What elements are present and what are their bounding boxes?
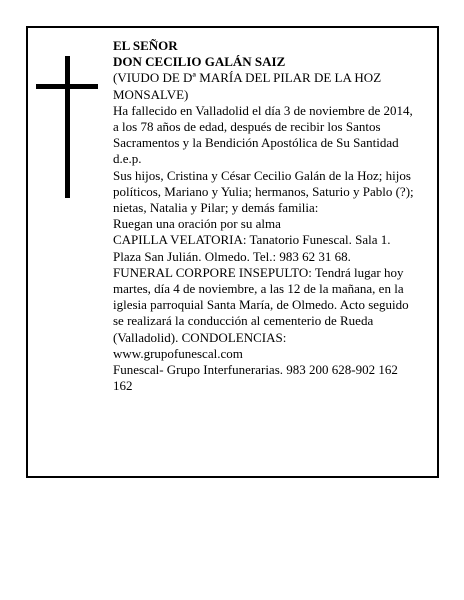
widower-note: (VIUDO DE Dª MARÍA DEL PILAR DE LA HOZ MONSALVE) <box>113 70 382 102</box>
deceased-name: DON CECILIO GALÁN SAIZ <box>113 54 286 70</box>
prayer-request: Ruegan una oración por su alma <box>113 216 281 232</box>
notice-title: EL SEÑOR <box>113 38 178 53</box>
cross-vertical-bar <box>65 56 70 198</box>
funeral-info: FUNERAL CORPORE INSEPULTO: Tendrá lugar hoy martes, día 4 de noviembre, a las 12 de la mañana, en la iglesia parroquial Santa María, de Olmedo. Acto seguido se realizará la conducción al cementerio de Rueda (Valladolid). CONDOLENCIAS: www.grupofunescal.com <box>113 264 409 361</box>
obituary-text <box>113 38 418 394</box>
cross-horizontal-bar <box>36 84 98 89</box>
chapel-info: CAPILLA VELATORIA: Tanatorio Funescal. Sala 1. Plaza San Julián. Olmedo. Tel.: 983 62 31 68. <box>113 232 391 264</box>
death-announcement: Ha fallecido en Valladolid el día 3 de noviembre de 2014, a los 78 años de edad, después de recibir los Santos Sacramentos y la Bendición Apostólica de Su Santidad <box>113 102 413 151</box>
family-list: Sus hijos, Cristina y César Cecilio Galán de la Hoz; hijos políticos, Mariano y Yulia; hermanos, Saturio y Pablo (?); nietas, Natalia y Pilar; y demás familia: <box>113 167 414 216</box>
rip-text: d.e.p. <box>113 151 142 167</box>
funeral-agency: Funescal- Grupo Interfunerarias. 983 200 628-902 162 162 <box>113 362 398 394</box>
cross-icon <box>36 56 98 198</box>
